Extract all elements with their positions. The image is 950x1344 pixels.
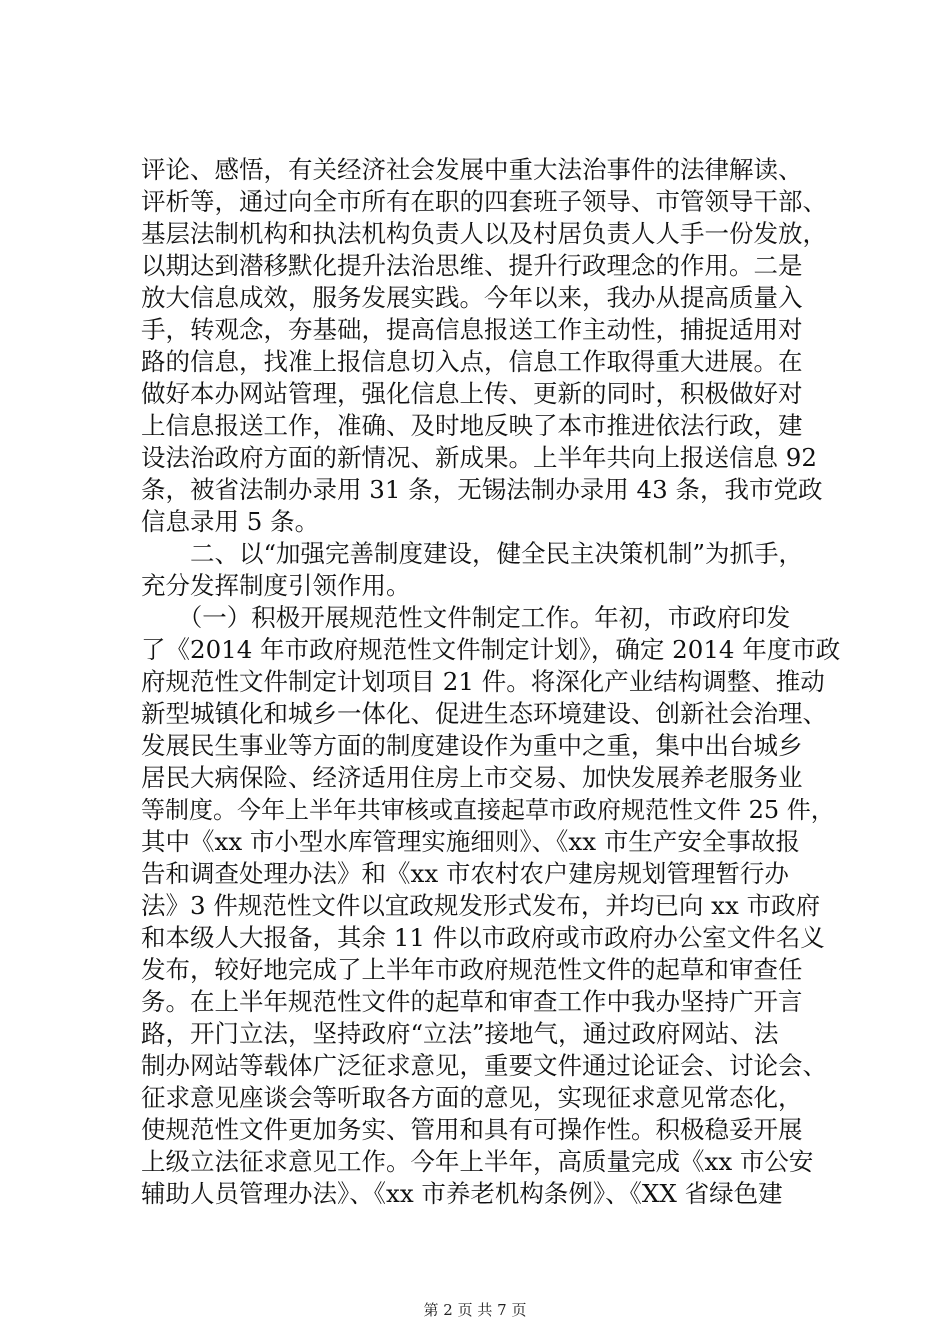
text-line: 了《2014 年市政府规范性文件制定计划》，确定 2014 年度市政 — [141, 635, 841, 664]
text-line: 以期达到潜移默化提升法治思维、提升行政理念的作用。二是 — [141, 251, 803, 280]
text-line: 评析等，通过向全市所有在职的四套班子领导、市管领导干部、 — [141, 187, 827, 216]
text-line: 府规范性文件制定计划项目 21 件。将深化产业结构调整、推动 — [141, 667, 825, 696]
text-line: 路，开门立法，坚持政府“立法”接地气，通过政府网站、法 — [141, 1019, 779, 1048]
text-line: 和本级人大报备，其余 11 件以市政府或市政府办公室文件名义 — [141, 923, 825, 952]
text-line: 评论、感悟，有关经济社会发展中重大法治事件的法律解读、 — [141, 155, 803, 184]
text-line: 辅助人员管理办法》、《xx 市养老机构条例》、《XX 省绿色建 — [141, 1179, 783, 1208]
text-line: 充分发挥制度引领作用。 — [141, 571, 411, 600]
text-line: 上级立法征求意见工作。今年上半年，高质量完成《xx 市公安 — [141, 1147, 814, 1176]
text-line: 法》3 件规范性文件以宜政规发形式发布，并均已向 xx 市政府 — [141, 891, 821, 920]
text-line: 设法治政府方面的新情况、新成果。上半年共向上报送信息 92 — [141, 443, 817, 472]
text-line: 制办网站等载体广泛征求意见，重要文件通过论证会、讨论会、 — [141, 1051, 827, 1080]
text-line: 等制度。今年上半年共审核或直接起草市政府规范性文件 25 件， — [141, 796, 835, 824]
text-line: 路的信息，找准上报信息切入点，信息工作取得重大进展。在 — [141, 347, 803, 376]
text-line: 发布，较好地完成了上半年市政府规范性文件的起草和审查任 — [141, 955, 803, 984]
page-footer: 第 2 页 共 7 页 — [423, 1301, 527, 1319]
text-line: 居民大病保险、经济适用住房上市交易、加快发展养老服务业 — [141, 763, 803, 792]
text-line: 放大信息成效，服务发展实践。今年以来，我办从提高质量入 — [141, 283, 803, 312]
text-line: 二、以“加强完善制度建设，健全民主决策机制”为抓手， — [141, 539, 804, 568]
text-line: 其中《xx 市小型水库管理实施细则》、《xx 市生产安全事故报 — [141, 827, 800, 856]
text-line: 上信息报送工作，准确、及时地反映了本市推进依法行政，建 — [141, 411, 803, 440]
text-line: 条，被省法制办录用 31 条，无锡法制办录用 43 条，我市党政 — [141, 475, 823, 504]
text-line: 告和调查处理办法》和《xx 市农村农户建房规划管理暂行办 — [141, 859, 789, 888]
text-line: 征求意见座谈会等听取各方面的意见，实现征求意见常态化， — [141, 1083, 803, 1112]
text-line: 使规范性文件更加务实、管用和具有可操作性。积极稳妥开展 — [141, 1115, 803, 1144]
document-body — [141, 154, 841, 1210]
text-line: 基层法制机构和执法机构负责人以及村居负责人人手一份发放， — [141, 219, 827, 248]
text-line: 手，转观念，夯基础，提高信息报送工作主动性，捕捉适用对 — [141, 315, 803, 344]
text-line: 信息录用 5 条。 — [141, 507, 320, 536]
text-line: 发展民生事业等方面的制度建设作为重中之重，集中出台城乡 — [141, 731, 803, 760]
text-line: 务。在上半年规范性文件的起草和审查工作中我办坚持广开言 — [141, 987, 803, 1016]
text-line: （一）积极开展规范性文件制定工作。年初，市政府印发 — [141, 603, 791, 632]
text-line: 做好本办网站管理，强化信息上传、更新的同时，积极做好对 — [141, 379, 803, 408]
text-line: 新型城镇化和城乡一体化、促进生态环境建设、创新社会治理、 — [141, 699, 827, 728]
